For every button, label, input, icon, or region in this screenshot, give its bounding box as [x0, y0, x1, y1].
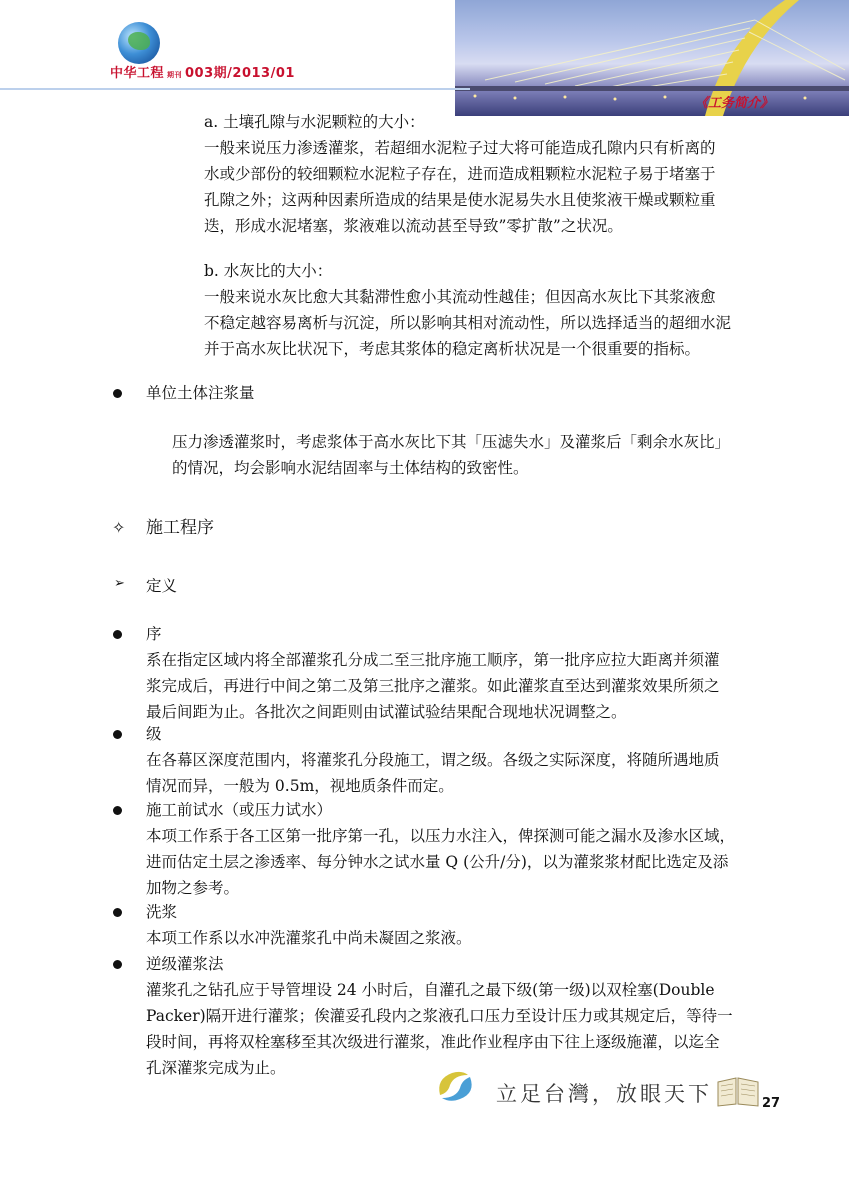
def-line: 加物之参考。	[146, 879, 240, 897]
bullet-icon	[113, 960, 122, 969]
section-title: 施工程序	[146, 518, 214, 538]
def-line: 浆完成后，再进行中间之第二及第三批序之灌浆。如此灌浆直至达到灌浆效果所须之	[146, 677, 720, 695]
bullet-icon	[113, 806, 122, 815]
def-line: 在各幕区深度范围内，将灌浆孔分段施工，谓之级。各级之实际深度，将随所遇地质	[146, 751, 720, 769]
header-bridge-photo	[455, 0, 849, 116]
def-term: 级	[146, 725, 162, 743]
unit-line: 的情况，均会影响水泥结固率与土体结构的致密性。	[172, 459, 529, 477]
item-b-line: 不稳定越容易离析与沉淀，所以影响其相对流动性，所以选择适当的超细水泥	[204, 314, 732, 332]
bullet-icon	[113, 908, 122, 917]
def-line: 情况而异，一般为 0.5m，视地质条件而定。	[146, 777, 454, 795]
arrow-bullet-icon: ➢	[114, 576, 125, 591]
item-a-line: 迭，形成水泥堵塞，浆液难以流动甚至导致”零扩散”之状况。	[204, 217, 623, 235]
company-logo-icon	[432, 1065, 478, 1107]
def-line: 灌浆孔之钻孔应于导管埋设 24 小时后，自灌孔之最下级(第一级)以双栓塞(Double	[146, 981, 715, 999]
def-term: 序	[146, 625, 162, 643]
unit-line: 压力渗透灌浆时，考虑浆体于高水灰比下其「压滤失水」及灌浆后「剩余水灰比」	[172, 433, 731, 451]
unit-title: 单位土体注浆量	[146, 384, 255, 402]
subsection-title: 定义	[146, 577, 178, 595]
bullet-icon	[113, 730, 122, 739]
bridge-illustration	[455, 0, 849, 116]
section-tag: 《工务简介》	[694, 96, 773, 111]
def-line: 最后间距为止。各批次之间距则由试灌试验结果配合现地状况调整之。	[146, 703, 627, 721]
globe-land-icon	[128, 32, 150, 50]
diamond-icon: ✧	[112, 518, 126, 537]
header-rule	[0, 88, 470, 90]
item-a-line: 水或少部份的较细颗粒水泥粒子存在，进而造成粗颗粒水泥粒子易于堵塞于	[204, 165, 716, 183]
item-b-line: 并于高水灰比状况下，考虑其浆体的稳定离析状况是一个很重要的指标。	[204, 340, 701, 358]
bullet-icon	[113, 630, 122, 639]
item-a-line: 孔隙之外；这两种因素所造成的结果是使水泥易失水且使浆液干燥或颗粒重	[204, 191, 716, 209]
bullet-icon	[113, 389, 122, 398]
footer-slogan: 立足台灣，放眼天下	[496, 1082, 712, 1106]
item-b-title: b. 水灰比的大小：	[204, 262, 333, 280]
item-a-title: a. 土壤孔隙与水泥颗粒的大小：	[204, 113, 425, 131]
item-b-line: 一般来说水灰比愈大其黏滞性愈小其流动性越佳；但因高水灰比下其浆液愈	[204, 288, 716, 306]
book-icon	[716, 1076, 760, 1108]
def-line: 本项工作系于各工区第一批序第一孔，以压力水注入，俾探测可能之漏水及渗水区域，	[146, 827, 736, 845]
issue-number: 003期/2013/01	[185, 66, 295, 81]
masthead	[110, 62, 295, 81]
def-line: 进而估定土层之渗透率、每分钟水之试水量 Q (公升/分)，以为灌浆浆材配比选定及添	[146, 853, 729, 871]
issue-type: 期刊	[167, 71, 183, 79]
def-line: Packer)隔开进行灌浆；俟灌妥孔段内之浆液孔口压力至设计压力或其规定后，等待一	[146, 1007, 733, 1025]
def-line: 孔深灌浆完成为止。	[146, 1059, 286, 1077]
def-line: 段时间，再将双栓塞移至其次级进行灌浆，准此作业程序由下往上逐级施灌，以迄全	[146, 1033, 720, 1051]
def-term: 洗浆	[146, 903, 178, 921]
brand-name: 中华工程	[110, 66, 165, 81]
page-number: 27	[762, 1096, 781, 1111]
def-line: 本项工作系以水冲洗灌浆孔中尚未凝固之浆液。	[146, 929, 472, 947]
def-term: 逆级灌浆法	[146, 955, 224, 973]
item-a-line: 一般来说压力渗透灌浆，若超细水泥粒子过大将可能造成孔隙内只有析离的	[204, 139, 716, 157]
def-line: 系在指定区域内将全部灌浆孔分成二至三批序施工顺序，第一批序应拉大距离并须灌	[146, 651, 720, 669]
def-term: 施工前试水（或压力试水）	[146, 801, 333, 819]
